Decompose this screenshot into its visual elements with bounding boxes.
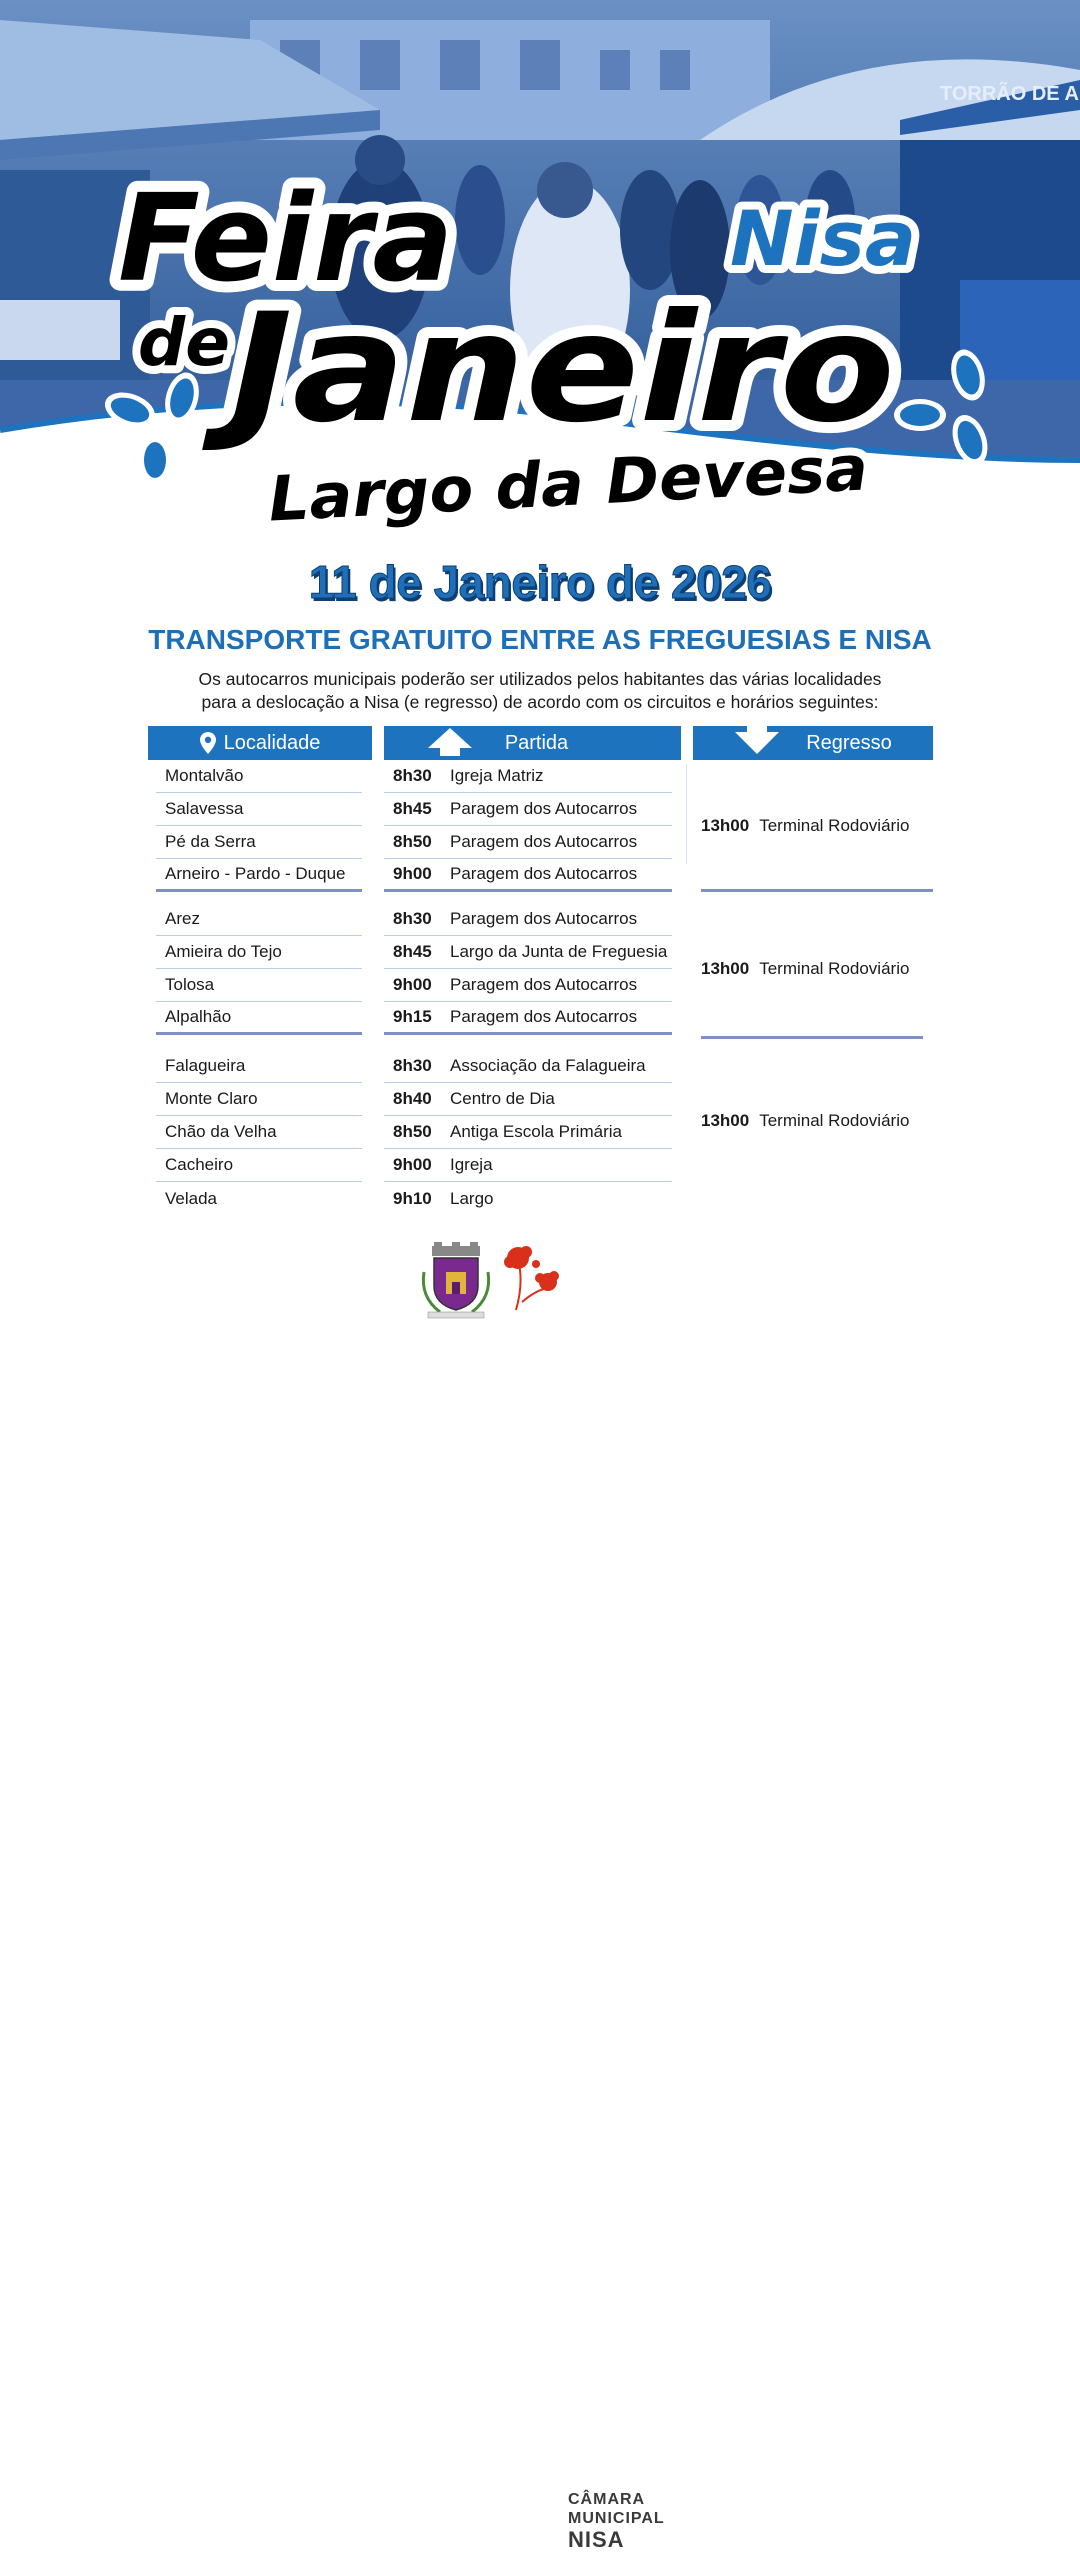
return-time: 13h00	[701, 815, 750, 835]
partida-cell	[384, 793, 672, 826]
departure-place: Paragem dos Autocarros	[450, 864, 638, 883]
title-de: de	[138, 304, 231, 381]
intro-text	[0, 668, 1080, 714]
departure-time: 8h40	[393, 1089, 432, 1108]
title-largo: Largo da Devesa	[266, 432, 853, 536]
departure-time: 9h15	[393, 1007, 432, 1026]
group-separator	[701, 889, 933, 892]
return-time: 13h00	[701, 1110, 750, 1130]
partida-cell	[384, 936, 672, 969]
partida-cell	[384, 1149, 672, 1182]
intro-line-1: Os autocarros municipais poderão ser utilizados pelos habitantes das várias localidades	[198, 669, 882, 689]
stall-sign-text: TORRÃO DE A	[940, 83, 1079, 105]
localidade-cell: Cacheiro	[156, 1149, 362, 1182]
event-subtitle: TRANSPORTE GRATUITO ENTRE AS FREGUESIAS E NISA	[148, 624, 932, 655]
header-regresso-label: Regresso	[806, 731, 892, 754]
poppy-logo-icon	[496, 1242, 566, 1312]
localidade-cell: Montalvão	[156, 760, 362, 793]
partida-cell	[384, 1116, 672, 1149]
title-janeiro: Janeiro	[202, 282, 895, 456]
municipal-crest-icon	[420, 1242, 492, 1322]
departure-place: Paragem dos Autocarros	[450, 975, 638, 994]
group-separator	[701, 1036, 923, 1039]
header-partida-label: Partida	[504, 731, 569, 754]
localidade-cell: Amieira do Tejo	[156, 936, 362, 969]
departure-place: Largo da Junta de Freguesia	[450, 942, 668, 961]
flower-left-icon	[100, 369, 204, 484]
departure-place: Paragem dos Autocarros	[450, 1007, 638, 1026]
hero-banner	[0, 0, 1080, 536]
partida-cell	[384, 1083, 672, 1116]
departure-time: 8h30	[393, 909, 432, 928]
departure-time: 9h00	[393, 1155, 432, 1174]
regresso-cell	[701, 952, 933, 985]
regresso-cell	[701, 1104, 933, 1137]
title-nisa: Nisa	[730, 194, 917, 283]
arrow-down-icon	[733, 726, 781, 756]
header-localidade-label: Localidade	[223, 731, 321, 754]
localidade-cell: Alpalhão	[156, 1002, 362, 1035]
departure-place: Paragem dos Autocarros	[450, 799, 638, 818]
partida-cell	[384, 859, 672, 892]
title-feira: Feira	[118, 170, 454, 309]
localidade-cell: Monte Claro	[156, 1083, 362, 1116]
departure-time: 9h00	[393, 975, 432, 994]
return-place: Terminal Rodoviário	[759, 815, 910, 835]
departure-place: Igreja Matriz	[450, 766, 544, 785]
regresso-cell	[701, 809, 933, 842]
localidade-cell: Falagueira	[156, 1050, 362, 1083]
partida-cell	[384, 760, 672, 793]
departure-time: 8h30	[393, 1056, 432, 1075]
partida-cell	[384, 826, 672, 859]
arrow-up-icon	[426, 726, 474, 754]
departure-time: 8h45	[393, 799, 432, 818]
partida-cell	[384, 1002, 672, 1035]
header-localidade	[148, 726, 372, 760]
localidade-cell: Tolosa	[156, 969, 362, 1002]
logo-line-1: CÂMARA	[568, 2491, 646, 2508]
departure-time: 8h50	[393, 1122, 432, 1141]
partida-cell	[384, 903, 672, 936]
flower-right-icon	[894, 346, 994, 470]
departure-place: Largo	[450, 1188, 494, 1208]
localidade-cell: Salavessa	[156, 793, 362, 826]
return-place: Terminal Rodoviário	[759, 958, 910, 978]
localidade-cell: Pé da Serra	[156, 826, 362, 859]
return-place: Terminal Rodoviário	[759, 1110, 910, 1130]
departure-place: Paragem dos Autocarros	[450, 909, 638, 928]
localidade-cell: Velada	[165, 1188, 217, 1208]
footer	[0, 1236, 1080, 2552]
intro-line-2: para a deslocação a Nisa (e regresso) de acordo com os circuitos e horários seguintes:	[201, 692, 879, 712]
event-title	[0, 0, 1080, 540]
departure-place: Paragem dos Autocarros	[450, 832, 638, 851]
column-divider	[686, 764, 687, 864]
departure-time: 8h50	[393, 832, 432, 851]
departure-time: 8h30	[393, 766, 432, 785]
localidade-cell: Arez	[156, 903, 362, 936]
partida-cell	[384, 1182, 672, 1215]
partida-cell	[384, 969, 672, 1002]
event-date: 11 de Janeiro de 2026	[308, 556, 772, 608]
departure-place: Centro de Dia	[450, 1089, 555, 1108]
header-regresso	[693, 726, 933, 760]
localidade-cell: Chão da Velha	[156, 1116, 362, 1149]
departure-place: Associação da Falagueira	[450, 1056, 646, 1075]
header-partida	[384, 726, 681, 760]
camara-municipal-logo-text	[568, 2490, 665, 2552]
departure-time: 9h10	[393, 1188, 432, 1208]
departure-place: Igreja	[450, 1155, 493, 1174]
departure-time: 9h00	[393, 864, 432, 883]
partida-cell	[384, 1050, 672, 1083]
logo-line-3: NISA	[568, 2527, 625, 2552]
localidade-cell: Arneiro - Pardo - Duque	[156, 859, 362, 892]
return-time: 13h00	[701, 958, 750, 978]
map-pin-icon	[200, 732, 216, 754]
departure-place: Antiga Escola Primária	[450, 1122, 622, 1141]
departure-time: 8h45	[393, 942, 432, 961]
logo-line-2: MUNICIPAL	[568, 2510, 665, 2527]
